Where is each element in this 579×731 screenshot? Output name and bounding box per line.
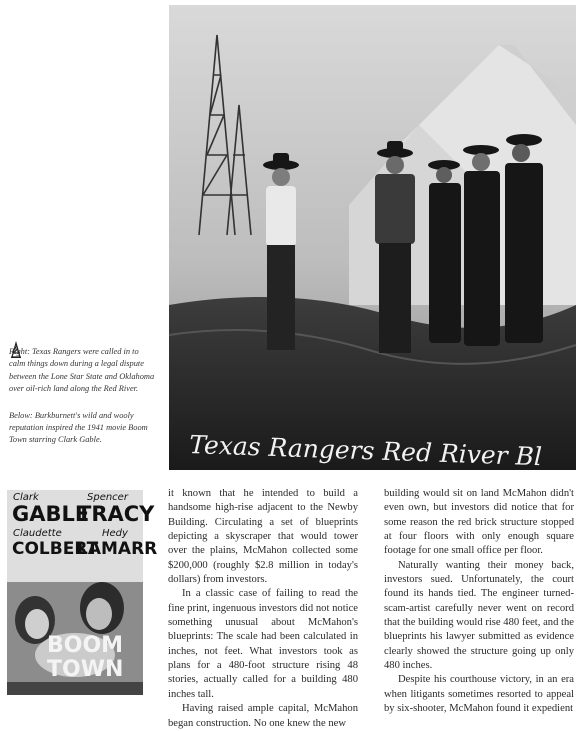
article-paragraph: building would sit on land McMahon didn't even own, but investors did notice that for some reason the red brick structure stopped at four floors with only enough square footage for one small office per floor.: [384, 488, 574, 557]
article-paragraph: Having raised ample capital, McMahon began construction. No one knew the new: [168, 703, 358, 729]
poster-lamarr: LAMARR: [77, 539, 158, 559]
poster-tracy: TRACY: [77, 502, 155, 526]
article-paragraph: Naturally wanting their money back, investors sued. Unfortunately, the court found its hands tied. The engineer turned-scam-artist carefully never went on record that the building would rise 480 feet, and the blueprints his lawyer submitted as evidence clearly showed the structure going up only 480 inches.: [384, 559, 574, 672]
article-paragraph: it known that he intended to build a handsome high-rise adjacent to the Newby Building. Circulating a set of blueprints depicting a skyscraper that would tower over the plains, McMahon collected some $200,000 (roughly $2.8 million in today's dollars) from investors.: [168, 488, 358, 586]
poster-colbert: COLBERT: [12, 539, 99, 559]
poster-boom: BOOM: [47, 633, 124, 658]
poster-claudette: Claudette: [13, 528, 62, 539]
poster-town: TOWN: [47, 657, 124, 682]
poster-hedy: Hedy: [102, 528, 128, 539]
texas-rangers-photo: [169, 5, 576, 470]
caption-below: Below: Burkburnett's wild and wooly reputation inspired the 1941 movie Boom Town starring Clark Gable.: [9, 410, 148, 445]
caption-column: [9, 346, 155, 447]
article-paragraph: In a classic case of failing to read the fine print, ingenuous investors did not notice something unusual about McMahon's blueprints: The scale had been calculated in inches, not feet. What investors took as plans for a 480-foot structure rising 48 stories, actually called for a building 480 inches tall.: [168, 588, 358, 700]
poster-clark: Clark: [13, 492, 39, 503]
article-column-2: [384, 487, 574, 717]
article-paragraph: Despite his courthouse victory, in an era when litigants sometimes resorted to appeal by six-shooter, McMahon found it expedient: [384, 674, 574, 715]
boom-town-poster: [7, 490, 158, 695]
poster-spencer: Spencer: [87, 492, 128, 503]
article-column-1: [168, 487, 358, 731]
photo-handwritten-caption: Texas Rangers Red River Bl: [188, 430, 543, 472]
caption-right: Right: Texas Rangers were called in to calm things down during a legal dispute between the Lone Star State and Oklahoma over oil-rich land along the Red River.: [9, 347, 155, 394]
poster-gable: GABLE: [12, 502, 90, 526]
